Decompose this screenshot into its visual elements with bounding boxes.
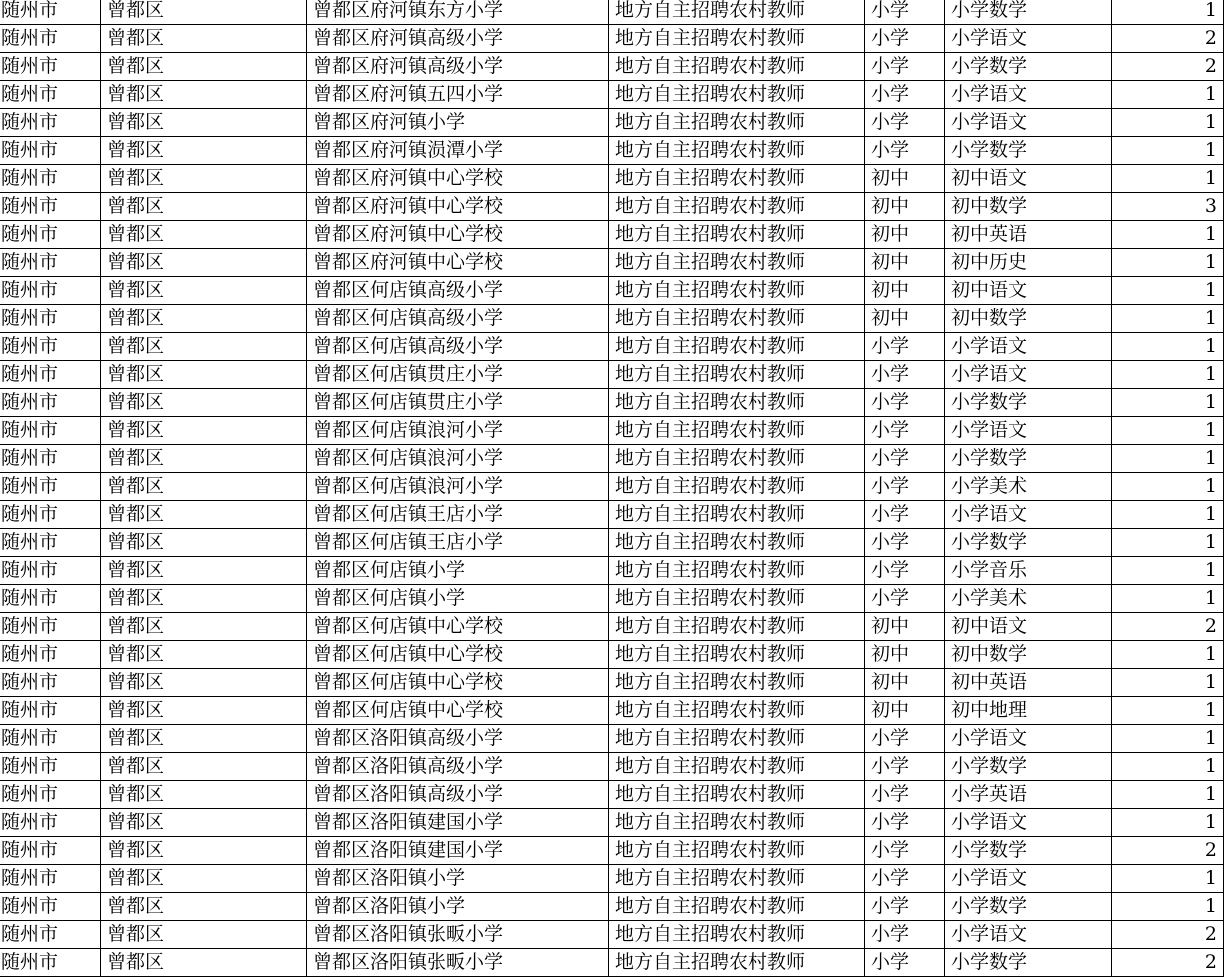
district-cell: 曾都区 bbox=[101, 193, 307, 221]
table-row bbox=[0, 473, 1224, 501]
school-cell: 曾都区何店镇王店小学 bbox=[307, 529, 609, 557]
city-cell: 随州市 bbox=[0, 165, 101, 193]
city-cell: 随州市 bbox=[0, 613, 101, 641]
table-row bbox=[0, 53, 1224, 81]
district-cell: 曾都区 bbox=[101, 25, 307, 53]
level-cell: 小学 bbox=[865, 361, 945, 389]
count-cell: 2 bbox=[1112, 53, 1224, 81]
city-cell: 随州市 bbox=[0, 781, 101, 809]
table-row bbox=[0, 137, 1224, 165]
city-cell: 随州市 bbox=[0, 333, 101, 361]
level-cell: 小学 bbox=[865, 753, 945, 781]
subject-cell: 小学语文 bbox=[945, 417, 1112, 445]
school-cell: 曾都区洛阳镇张畈小学 bbox=[307, 949, 609, 977]
table-row bbox=[0, 249, 1224, 277]
subject-cell: 小学数学 bbox=[945, 389, 1112, 417]
district-cell: 曾都区 bbox=[101, 445, 307, 473]
school-cell: 曾都区洛阳镇建国小学 bbox=[307, 837, 609, 865]
district-cell: 曾都区 bbox=[101, 305, 307, 333]
level-cell: 小学 bbox=[865, 529, 945, 557]
count-cell: 1 bbox=[1112, 641, 1224, 669]
city-cell: 随州市 bbox=[0, 697, 101, 725]
city-cell: 随州市 bbox=[0, 473, 101, 501]
school-cell: 曾都区府河镇中心学校 bbox=[307, 221, 609, 249]
subject-cell: 小学语文 bbox=[945, 25, 1112, 53]
level-cell: 小学 bbox=[865, 501, 945, 529]
table-row bbox=[0, 305, 1224, 333]
city-cell: 随州市 bbox=[0, 529, 101, 557]
count-cell: 1 bbox=[1112, 417, 1224, 445]
district-cell: 曾都区 bbox=[101, 137, 307, 165]
table-row bbox=[0, 361, 1224, 389]
count-cell: 2 bbox=[1112, 837, 1224, 865]
position-type-cell: 地方自主招聘农村教师 bbox=[609, 753, 865, 781]
position-type-cell: 地方自主招聘农村教师 bbox=[609, 445, 865, 473]
position-type-cell: 地方自主招聘农村教师 bbox=[609, 25, 865, 53]
count-cell: 1 bbox=[1112, 305, 1224, 333]
table-row bbox=[0, 613, 1224, 641]
level-cell: 初中 bbox=[865, 193, 945, 221]
subject-cell: 初中数学 bbox=[945, 641, 1112, 669]
level-cell: 小学 bbox=[865, 473, 945, 501]
city-cell: 随州市 bbox=[0, 557, 101, 585]
district-cell: 曾都区 bbox=[101, 837, 307, 865]
subject-cell: 小学英语 bbox=[945, 781, 1112, 809]
count-cell: 1 bbox=[1112, 333, 1224, 361]
subject-cell: 小学语文 bbox=[945, 109, 1112, 137]
table-row bbox=[0, 725, 1224, 753]
count-cell: 1 bbox=[1112, 389, 1224, 417]
school-cell: 曾都区何店镇中心学校 bbox=[307, 697, 609, 725]
school-cell: 曾都区何店镇高级小学 bbox=[307, 277, 609, 305]
position-type-cell: 地方自主招聘农村教师 bbox=[609, 333, 865, 361]
school-cell: 曾都区洛阳镇高级小学 bbox=[307, 753, 609, 781]
position-type-cell: 地方自主招聘农村教师 bbox=[609, 781, 865, 809]
level-cell: 小学 bbox=[865, 53, 945, 81]
table-row bbox=[0, 165, 1224, 193]
count-cell: 1 bbox=[1112, 725, 1224, 753]
table-row bbox=[0, 753, 1224, 781]
position-type-cell: 地方自主招聘农村教师 bbox=[609, 529, 865, 557]
count-cell: 1 bbox=[1112, 753, 1224, 781]
subject-cell: 小学美术 bbox=[945, 473, 1112, 501]
school-cell: 曾都区洛阳镇建国小学 bbox=[307, 809, 609, 837]
district-cell: 曾都区 bbox=[101, 697, 307, 725]
subject-cell: 小学语文 bbox=[945, 921, 1112, 949]
table-row bbox=[0, 949, 1224, 977]
position-type-cell: 地方自主招聘农村教师 bbox=[609, 53, 865, 81]
school-cell: 曾都区府河镇中心学校 bbox=[307, 165, 609, 193]
position-type-cell: 地方自主招聘农村教师 bbox=[609, 641, 865, 669]
district-cell: 曾都区 bbox=[101, 641, 307, 669]
district-cell: 曾都区 bbox=[101, 53, 307, 81]
position-type-cell: 地方自主招聘农村教师 bbox=[609, 669, 865, 697]
subject-cell: 初中语文 bbox=[945, 165, 1112, 193]
count-cell: 1 bbox=[1112, 809, 1224, 837]
district-cell: 曾都区 bbox=[101, 949, 307, 977]
level-cell: 初中 bbox=[865, 277, 945, 305]
subject-cell: 初中英语 bbox=[945, 669, 1112, 697]
district-cell: 曾都区 bbox=[101, 585, 307, 613]
subject-cell: 初中数学 bbox=[945, 305, 1112, 333]
level-cell: 小学 bbox=[865, 25, 945, 53]
subject-cell: 小学美术 bbox=[945, 585, 1112, 613]
school-cell: 曾都区何店镇贯庄小学 bbox=[307, 361, 609, 389]
position-type-cell: 地方自主招聘农村教师 bbox=[609, 949, 865, 977]
count-cell: 1 bbox=[1112, 0, 1224, 25]
subject-cell: 初中英语 bbox=[945, 221, 1112, 249]
position-type-cell: 地方自主招聘农村教师 bbox=[609, 305, 865, 333]
count-cell: 2 bbox=[1112, 921, 1224, 949]
level-cell: 小学 bbox=[865, 137, 945, 165]
district-cell: 曾都区 bbox=[101, 669, 307, 697]
district-cell: 曾都区 bbox=[101, 613, 307, 641]
school-cell: 曾都区何店镇浪河小学 bbox=[307, 473, 609, 501]
subject-cell: 小学数学 bbox=[945, 445, 1112, 473]
city-cell: 随州市 bbox=[0, 249, 101, 277]
school-cell: 曾都区何店镇小学 bbox=[307, 557, 609, 585]
subject-cell: 小学语文 bbox=[945, 809, 1112, 837]
subject-cell: 小学语文 bbox=[945, 333, 1112, 361]
subject-cell: 小学语文 bbox=[945, 865, 1112, 893]
level-cell: 小学 bbox=[865, 0, 945, 25]
district-cell: 曾都区 bbox=[101, 389, 307, 417]
count-cell: 1 bbox=[1112, 221, 1224, 249]
city-cell: 随州市 bbox=[0, 949, 101, 977]
table-row bbox=[0, 669, 1224, 697]
level-cell: 小学 bbox=[865, 445, 945, 473]
subject-cell: 初中语文 bbox=[945, 277, 1112, 305]
position-type-cell: 地方自主招聘农村教师 bbox=[609, 865, 865, 893]
city-cell: 随州市 bbox=[0, 361, 101, 389]
position-type-cell: 地方自主招聘农村教师 bbox=[609, 837, 865, 865]
level-cell: 初中 bbox=[865, 613, 945, 641]
district-cell: 曾都区 bbox=[101, 109, 307, 137]
table-row bbox=[0, 193, 1224, 221]
school-cell: 曾都区何店镇浪河小学 bbox=[307, 417, 609, 445]
level-cell: 小学 bbox=[865, 949, 945, 977]
subject-cell: 小学数学 bbox=[945, 53, 1112, 81]
subject-cell: 初中数学 bbox=[945, 193, 1112, 221]
subject-cell: 小学数学 bbox=[945, 893, 1112, 921]
district-cell: 曾都区 bbox=[101, 501, 307, 529]
position-type-cell: 地方自主招聘农村教师 bbox=[609, 893, 865, 921]
position-type-cell: 地方自主招聘农村教师 bbox=[609, 417, 865, 445]
position-type-cell: 地方自主招聘农村教师 bbox=[609, 585, 865, 613]
table-row bbox=[0, 221, 1224, 249]
position-type-cell: 地方自主招聘农村教师 bbox=[609, 109, 865, 137]
district-cell: 曾都区 bbox=[101, 221, 307, 249]
count-cell: 1 bbox=[1112, 529, 1224, 557]
level-cell: 小学 bbox=[865, 81, 945, 109]
count-cell: 3 bbox=[1112, 193, 1224, 221]
count-cell: 1 bbox=[1112, 137, 1224, 165]
district-cell: 曾都区 bbox=[101, 529, 307, 557]
level-cell: 初中 bbox=[865, 165, 945, 193]
table-row bbox=[0, 501, 1224, 529]
district-cell: 曾都区 bbox=[101, 753, 307, 781]
level-cell: 小学 bbox=[865, 333, 945, 361]
position-type-cell: 地方自主招聘农村教师 bbox=[609, 277, 865, 305]
district-cell: 曾都区 bbox=[101, 277, 307, 305]
city-cell: 随州市 bbox=[0, 193, 101, 221]
table-row bbox=[0, 81, 1224, 109]
city-cell: 随州市 bbox=[0, 893, 101, 921]
level-cell: 小学 bbox=[865, 865, 945, 893]
table-row bbox=[0, 109, 1224, 137]
count-cell: 1 bbox=[1112, 445, 1224, 473]
position-type-cell: 地方自主招聘农村教师 bbox=[609, 221, 865, 249]
table-row bbox=[0, 557, 1224, 585]
level-cell: 小学 bbox=[865, 557, 945, 585]
level-cell: 小学 bbox=[865, 781, 945, 809]
city-cell: 随州市 bbox=[0, 137, 101, 165]
school-cell: 曾都区府河镇高级小学 bbox=[307, 53, 609, 81]
school-cell: 曾都区洛阳镇高级小学 bbox=[307, 781, 609, 809]
district-cell: 曾都区 bbox=[101, 0, 307, 25]
table-row bbox=[0, 837, 1224, 865]
level-cell: 小学 bbox=[865, 921, 945, 949]
school-cell: 曾都区府河镇涢潭小学 bbox=[307, 137, 609, 165]
school-cell: 曾都区何店镇中心学校 bbox=[307, 641, 609, 669]
city-cell: 随州市 bbox=[0, 837, 101, 865]
table-row bbox=[0, 529, 1224, 557]
level-cell: 小学 bbox=[865, 417, 945, 445]
city-cell: 随州市 bbox=[0, 809, 101, 837]
city-cell: 随州市 bbox=[0, 221, 101, 249]
position-type-cell: 地方自主招聘农村教师 bbox=[609, 249, 865, 277]
count-cell: 2 bbox=[1112, 949, 1224, 977]
city-cell: 随州市 bbox=[0, 865, 101, 893]
city-cell: 随州市 bbox=[0, 753, 101, 781]
level-cell: 小学 bbox=[865, 585, 945, 613]
count-cell: 1 bbox=[1112, 781, 1224, 809]
subject-cell: 小学语文 bbox=[945, 361, 1112, 389]
position-type-cell: 地方自主招聘农村教师 bbox=[609, 165, 865, 193]
subject-cell: 小学语文 bbox=[945, 81, 1112, 109]
count-cell: 1 bbox=[1112, 669, 1224, 697]
position-type-cell: 地方自主招聘农村教师 bbox=[609, 809, 865, 837]
count-cell: 2 bbox=[1112, 25, 1224, 53]
table-row bbox=[0, 25, 1224, 53]
position-type-cell: 地方自主招聘农村教师 bbox=[609, 697, 865, 725]
district-cell: 曾都区 bbox=[101, 81, 307, 109]
city-cell: 随州市 bbox=[0, 53, 101, 81]
count-cell: 1 bbox=[1112, 557, 1224, 585]
city-cell: 随州市 bbox=[0, 277, 101, 305]
position-type-cell: 地方自主招聘农村教师 bbox=[609, 921, 865, 949]
table-row bbox=[0, 641, 1224, 669]
count-cell: 1 bbox=[1112, 361, 1224, 389]
table-row bbox=[0, 893, 1224, 921]
city-cell: 随州市 bbox=[0, 81, 101, 109]
city-cell: 随州市 bbox=[0, 669, 101, 697]
subject-cell: 小学语文 bbox=[945, 725, 1112, 753]
school-cell: 曾都区府河镇高级小学 bbox=[307, 25, 609, 53]
school-cell: 曾都区府河镇中心学校 bbox=[307, 249, 609, 277]
count-cell: 1 bbox=[1112, 865, 1224, 893]
level-cell: 初中 bbox=[865, 221, 945, 249]
level-cell: 小学 bbox=[865, 809, 945, 837]
position-type-cell: 地方自主招聘农村教师 bbox=[609, 361, 865, 389]
table-row bbox=[0, 865, 1224, 893]
district-cell: 曾都区 bbox=[101, 333, 307, 361]
school-cell: 曾都区何店镇王店小学 bbox=[307, 501, 609, 529]
level-cell: 小学 bbox=[865, 725, 945, 753]
city-cell: 随州市 bbox=[0, 585, 101, 613]
school-cell: 曾都区洛阳镇小学 bbox=[307, 893, 609, 921]
city-cell: 随州市 bbox=[0, 921, 101, 949]
count-cell: 1 bbox=[1112, 697, 1224, 725]
city-cell: 随州市 bbox=[0, 305, 101, 333]
school-cell: 曾都区何店镇中心学校 bbox=[307, 669, 609, 697]
school-cell: 曾都区何店镇贯庄小学 bbox=[307, 389, 609, 417]
district-cell: 曾都区 bbox=[101, 165, 307, 193]
subject-cell: 小学数学 bbox=[945, 837, 1112, 865]
count-cell: 2 bbox=[1112, 613, 1224, 641]
table-row bbox=[0, 333, 1224, 361]
school-cell: 曾都区何店镇高级小学 bbox=[307, 333, 609, 361]
table-row bbox=[0, 781, 1224, 809]
city-cell: 随州市 bbox=[0, 501, 101, 529]
subject-cell: 初中历史 bbox=[945, 249, 1112, 277]
table-row bbox=[0, 417, 1224, 445]
school-cell: 曾都区何店镇高级小学 bbox=[307, 305, 609, 333]
level-cell: 初中 bbox=[865, 249, 945, 277]
count-cell: 1 bbox=[1112, 165, 1224, 193]
subject-cell: 初中语文 bbox=[945, 613, 1112, 641]
school-cell: 曾都区何店镇浪河小学 bbox=[307, 445, 609, 473]
level-cell: 小学 bbox=[865, 389, 945, 417]
count-cell: 1 bbox=[1112, 501, 1224, 529]
district-cell: 曾都区 bbox=[101, 473, 307, 501]
school-cell: 曾都区何店镇小学 bbox=[307, 585, 609, 613]
district-cell: 曾都区 bbox=[101, 249, 307, 277]
level-cell: 初中 bbox=[865, 641, 945, 669]
school-cell: 曾都区洛阳镇高级小学 bbox=[307, 725, 609, 753]
count-cell: 1 bbox=[1112, 109, 1224, 137]
subject-cell: 小学音乐 bbox=[945, 557, 1112, 585]
school-cell: 曾都区何店镇中心学校 bbox=[307, 613, 609, 641]
school-cell: 曾都区洛阳镇张畈小学 bbox=[307, 921, 609, 949]
district-cell: 曾都区 bbox=[101, 893, 307, 921]
count-cell: 1 bbox=[1112, 585, 1224, 613]
subject-cell: 小学数学 bbox=[945, 753, 1112, 781]
position-type-cell: 地方自主招聘农村教师 bbox=[609, 613, 865, 641]
table-row bbox=[0, 0, 1224, 25]
level-cell: 小学 bbox=[865, 837, 945, 865]
district-cell: 曾都区 bbox=[101, 557, 307, 585]
city-cell: 随州市 bbox=[0, 417, 101, 445]
city-cell: 随州市 bbox=[0, 109, 101, 137]
level-cell: 小学 bbox=[865, 893, 945, 921]
district-cell: 曾都区 bbox=[101, 361, 307, 389]
city-cell: 随州市 bbox=[0, 445, 101, 473]
table-row bbox=[0, 389, 1224, 417]
subject-cell: 小学数学 bbox=[945, 137, 1112, 165]
table-row bbox=[0, 921, 1224, 949]
district-cell: 曾都区 bbox=[101, 725, 307, 753]
level-cell: 初中 bbox=[865, 697, 945, 725]
district-cell: 曾都区 bbox=[101, 809, 307, 837]
subject-cell: 初中地理 bbox=[945, 697, 1112, 725]
position-type-cell: 地方自主招聘农村教师 bbox=[609, 501, 865, 529]
level-cell: 初中 bbox=[865, 669, 945, 697]
position-type-cell: 地方自主招聘农村教师 bbox=[609, 0, 865, 25]
school-cell: 曾都区府河镇东方小学 bbox=[307, 0, 609, 25]
city-cell: 随州市 bbox=[0, 25, 101, 53]
position-type-cell: 地方自主招聘农村教师 bbox=[609, 389, 865, 417]
level-cell: 小学 bbox=[865, 109, 945, 137]
position-type-cell: 地方自主招聘农村教师 bbox=[609, 137, 865, 165]
city-cell: 随州市 bbox=[0, 389, 101, 417]
position-type-cell: 地方自主招聘农村教师 bbox=[609, 81, 865, 109]
table-row bbox=[0, 445, 1224, 473]
count-cell: 1 bbox=[1112, 893, 1224, 921]
school-cell: 曾都区洛阳镇小学 bbox=[307, 865, 609, 893]
school-cell: 曾都区府河镇五四小学 bbox=[307, 81, 609, 109]
position-type-cell: 地方自主招聘农村教师 bbox=[609, 473, 865, 501]
table-row bbox=[0, 809, 1224, 837]
position-type-cell: 地方自主招聘农村教师 bbox=[609, 725, 865, 753]
district-cell: 曾都区 bbox=[101, 865, 307, 893]
subject-cell: 小学数学 bbox=[945, 529, 1112, 557]
count-cell: 1 bbox=[1112, 81, 1224, 109]
district-cell: 曾都区 bbox=[101, 921, 307, 949]
school-cell: 曾都区府河镇小学 bbox=[307, 109, 609, 137]
subject-cell: 小学语文 bbox=[945, 501, 1112, 529]
district-cell: 曾都区 bbox=[101, 417, 307, 445]
table-row bbox=[0, 697, 1224, 725]
position-type-cell: 地方自主招聘农村教师 bbox=[609, 193, 865, 221]
subject-cell: 小学数学 bbox=[945, 949, 1112, 977]
count-cell: 1 bbox=[1112, 473, 1224, 501]
school-cell: 曾都区府河镇中心学校 bbox=[307, 193, 609, 221]
table-row bbox=[0, 585, 1224, 613]
position-type-cell: 地方自主招聘农村教师 bbox=[609, 557, 865, 585]
level-cell: 初中 bbox=[865, 305, 945, 333]
count-cell: 1 bbox=[1112, 249, 1224, 277]
count-cell: 1 bbox=[1112, 277, 1224, 305]
city-cell: 随州市 bbox=[0, 725, 101, 753]
city-cell: 随州市 bbox=[0, 0, 101, 25]
district-cell: 曾都区 bbox=[101, 781, 307, 809]
city-cell: 随州市 bbox=[0, 641, 101, 669]
table-row bbox=[0, 277, 1224, 305]
subject-cell: 小学数学 bbox=[945, 0, 1112, 25]
